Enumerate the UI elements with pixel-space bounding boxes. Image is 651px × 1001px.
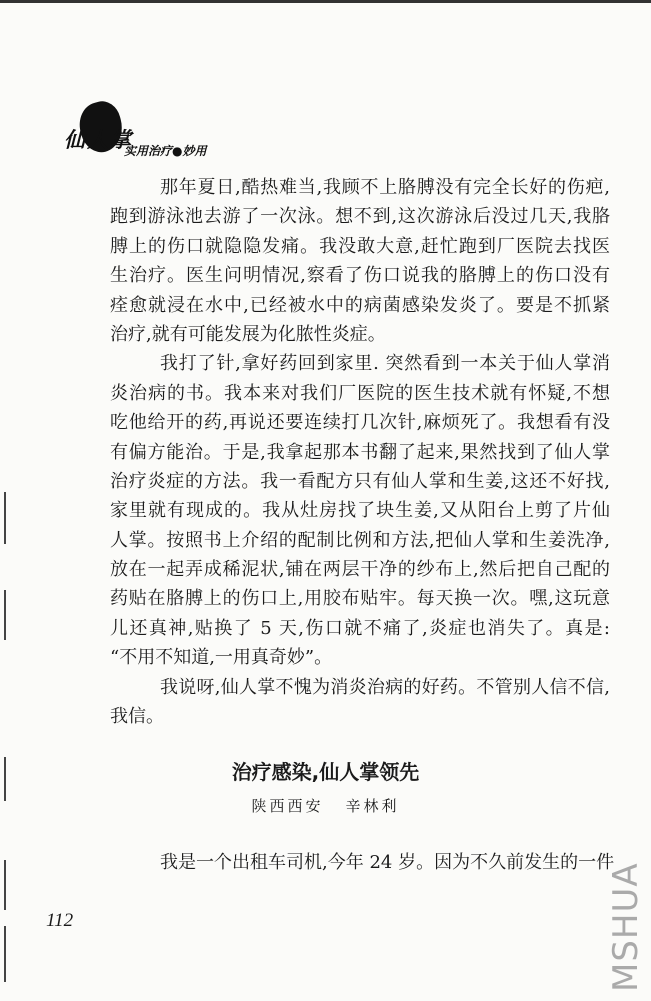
text-line: 我信。 — [110, 706, 164, 728]
author-name: 辛林利 — [345, 797, 400, 815]
article-body — [110, 173, 610, 731]
text-line: 放在一起弄成稀泥状,铺在两层干净的纱布上,然后把自己配的 — [110, 559, 610, 581]
text-line: 儿还真神,贴换了 5 天,伤口就不痛了,炎症也消失了。真是: — [110, 617, 610, 639]
byline — [0, 795, 651, 816]
text-line: 生治疗。医生问明情况,察看了伤口说我的胳膊上的伤口没有 — [110, 265, 610, 287]
text-line: 那年夏日,酷热难当,我顾不上胳膊没有完全长好的伤疤, — [160, 177, 610, 198]
margin-mark — [4, 590, 6, 640]
page-top-border — [0, 0, 651, 3]
article-title: 治疗感染,仙人掌领先 — [231, 760, 420, 784]
author-location: 陕西西安 — [251, 797, 324, 815]
text-line: 治疗,就有可能发展为化脓性炎症。 — [110, 323, 386, 345]
text-line: 我打了针,拿好药回到家里. 突然看到一本关于仙人掌消 — [160, 353, 610, 375]
logo-title: 仙人掌 — [64, 127, 133, 152]
margin-mark — [4, 860, 6, 910]
text-line: 治疗炎症的方法。我一看配方只有仙人掌和生姜,这还不好找, — [110, 470, 610, 492]
page-number: 112 — [46, 910, 74, 931]
text-line: 药贴在胳膊上的伤口上,用胶布贴牢。每天换一次。嘿,这玩意 — [110, 588, 610, 610]
text-line: 跑到游泳池去游了一次泳。想不到,这次游泳后没过几天,我胳 — [110, 206, 610, 228]
text-line: 痊愈就浸在水中,已经被水中的病菌感染发炎了。要是不抓紧 — [110, 294, 610, 316]
watermark: MSHUA — [606, 862, 646, 992]
text-line: 家里就有现成的。我从灶房找了块生姜,又从阳台上剪了片仙 — [110, 500, 610, 522]
text-line: “不用不知道,一用真奇妙”。 — [110, 647, 333, 669]
logo-subtitle: 实用治疗●妙用 — [124, 144, 207, 158]
text-line: 我说呀,仙人掌不愧为消炎治病的好药。不管别人信不信, — [160, 676, 610, 698]
text-line: 膊上的伤口就隐隐发痛。我没敢大意,赶忙跑到厂医院去找医 — [110, 235, 610, 257]
text-line: 有偏方能治。于是,我拿起那本书翻了起来,果然找到了仙人掌 — [110, 441, 610, 463]
margin-mark — [4, 926, 6, 982]
article-first-line: 我是一个出租车司机,今年 24 岁。因为不久前发生的一件 — [160, 852, 615, 873]
margin-mark — [4, 492, 6, 544]
text-line: 人掌。按照书上介绍的配制比例和方法,把仙人掌和生姜洗净, — [110, 529, 610, 551]
text-line: 炎治病的书。我本来对我们厂医院的医生技术就有怀疑,不想 — [110, 382, 610, 404]
text-line: 吃他给开的药,再说还要连续打几次针,麻烦死了。我想看有没 — [110, 412, 610, 434]
book-logo — [58, 100, 228, 162]
